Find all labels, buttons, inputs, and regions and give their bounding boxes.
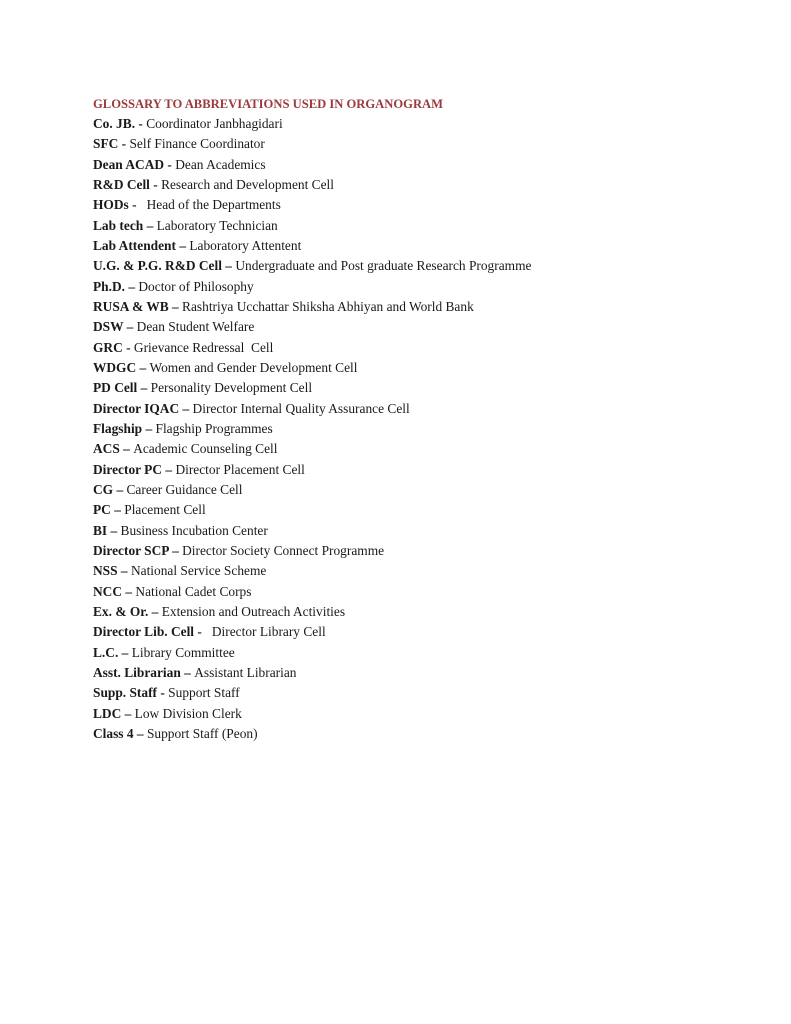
meaning: Laboratory Attentent xyxy=(189,237,302,253)
separator: – xyxy=(148,603,162,619)
separator: – xyxy=(175,237,190,253)
meaning: Library Committee xyxy=(131,644,235,660)
glossary-entry xyxy=(93,175,753,195)
abbreviation: L.C. xyxy=(93,644,119,660)
meaning: Coordinator Janbhagidari xyxy=(146,116,283,131)
glossary-list xyxy=(93,114,753,744)
abbreviation: Director Lib. Cell xyxy=(93,624,195,640)
glossary-entry xyxy=(93,541,753,561)
glossary-entry xyxy=(93,704,753,724)
abbreviation: U.G. & P.G. R&D Cell xyxy=(93,258,222,274)
glossary-entry xyxy=(93,358,753,378)
glossary-entry xyxy=(93,602,753,622)
separator: – xyxy=(119,441,134,457)
abbreviation: Director PC xyxy=(93,461,163,477)
separator: - xyxy=(194,624,212,640)
meaning: Research and Development Cell xyxy=(161,176,334,192)
separator: – xyxy=(180,664,195,680)
glossary-entry xyxy=(93,277,753,297)
abbreviation: RUSA & WB xyxy=(93,298,169,314)
separator: – xyxy=(113,481,127,497)
meaning: Director Internal Quality Assurance Cell xyxy=(192,400,410,416)
meaning: Laboratory Technician xyxy=(156,217,278,233)
glossary-entry xyxy=(93,439,753,459)
abbreviation: Ph.D. xyxy=(93,278,125,294)
glossary-entry xyxy=(93,622,753,642)
abbreviation: Ex. & Or. xyxy=(93,603,149,619)
separator: – xyxy=(136,359,150,375)
meaning: National Service Scheme xyxy=(130,563,267,579)
separator: – xyxy=(117,563,131,579)
meaning: Assistant Librarian xyxy=(194,664,297,680)
meaning: Self Finance Coordinator xyxy=(129,136,265,152)
abbreviation: CG xyxy=(93,481,114,497)
glossary-entry xyxy=(93,134,753,154)
glossary-entry xyxy=(93,399,753,419)
meaning: Personality Development Cell xyxy=(150,380,313,396)
glossary-entry xyxy=(93,419,753,439)
abbreviation: DSW xyxy=(93,319,124,335)
abbreviation: Co. JB. xyxy=(93,116,136,131)
meaning: Support Staff (Peon) xyxy=(146,725,258,741)
abbreviation: NSS xyxy=(93,563,118,579)
separator: – xyxy=(179,400,193,416)
abbreviation: SFC xyxy=(93,136,119,152)
abbreviation: Supp. Staff xyxy=(93,685,158,701)
meaning: Director Society Connect Programme xyxy=(182,542,385,558)
glossary-entry xyxy=(93,521,753,541)
separator: – xyxy=(142,420,156,436)
separator: - xyxy=(118,136,130,152)
separator: – xyxy=(143,217,157,233)
abbreviation: HODs xyxy=(93,197,129,213)
separator: – xyxy=(123,319,137,335)
glossary-entry xyxy=(93,338,753,358)
abbreviation: Dean ACAD xyxy=(93,156,165,172)
abbreviation: R&D Cell xyxy=(93,176,150,192)
separator: – xyxy=(133,725,147,741)
separator: - xyxy=(157,685,169,701)
glossary-title: GLOSSARY TO ABBREVIATIONS USED IN ORGANOGRAM xyxy=(93,97,444,111)
glossary-entry xyxy=(93,683,753,703)
glossary-entry xyxy=(93,724,753,744)
meaning: Undergraduate and Post graduate Research Programme xyxy=(235,258,532,274)
meaning: Head of the Departments xyxy=(146,197,281,213)
abbreviation: Asst. Librarian xyxy=(93,664,181,680)
separator: - xyxy=(149,176,162,192)
glossary-entry xyxy=(93,460,753,480)
abbreviation: Class 4 xyxy=(93,725,134,741)
separator: – xyxy=(168,542,183,558)
glossary-entry xyxy=(93,236,753,256)
abbreviation: LDC xyxy=(93,705,122,721)
meaning: Academic Counseling Cell xyxy=(133,441,278,457)
abbreviation: PC xyxy=(93,502,111,518)
glossary-entry xyxy=(93,317,753,337)
abbreviation: ACS xyxy=(93,441,120,457)
meaning: Dean Student Welfare xyxy=(136,319,255,335)
separator: – xyxy=(137,380,151,396)
glossary-entry xyxy=(93,256,753,276)
separator: - xyxy=(128,197,147,213)
meaning: Rashtriya Ucchattar Shiksha Abhiyan and World Bank xyxy=(182,298,474,314)
glossary-entry xyxy=(93,378,753,398)
meaning: Support Staff xyxy=(168,685,240,701)
separator: – xyxy=(125,278,139,294)
separator: – xyxy=(121,705,135,721)
glossary-entry xyxy=(93,480,753,500)
meaning: Doctor of Philosophy xyxy=(138,278,254,294)
meaning: Director Library Cell xyxy=(211,624,326,640)
glossary-entry xyxy=(93,216,753,236)
meaning: Extension and Outreach Activities xyxy=(161,603,346,619)
glossary-entry xyxy=(93,114,753,134)
meaning: National Cadet Corps xyxy=(135,583,252,599)
abbreviation: GRC xyxy=(93,339,123,355)
glossary-entry xyxy=(93,297,753,317)
meaning: Grievance Redressal Cell xyxy=(133,339,274,355)
separator: - xyxy=(164,156,176,172)
meaning: Low Division Clerk xyxy=(134,705,242,721)
glossary-entry xyxy=(93,643,753,663)
separator: – xyxy=(110,502,125,518)
separator: – xyxy=(122,583,136,599)
abbreviation: Lab tech xyxy=(93,217,144,233)
abbreviation: NCC xyxy=(93,583,123,599)
meaning: Director Placement Cell xyxy=(175,461,305,477)
meaning: Business Incubation Center xyxy=(120,522,268,538)
separator: – xyxy=(118,644,132,660)
glossary-entry xyxy=(93,500,753,520)
meaning: Career Guidance Cell xyxy=(126,481,243,497)
abbreviation: Lab Attendent xyxy=(93,237,176,253)
separator: – xyxy=(107,522,121,538)
meaning: Placement Cell xyxy=(124,502,206,518)
glossary-entry xyxy=(93,155,753,175)
abbreviation: WDGC xyxy=(93,359,137,375)
separator: – xyxy=(221,258,236,274)
abbreviation: Flagship xyxy=(93,420,143,436)
abbreviation: Director IQAC xyxy=(93,400,180,416)
abbreviation: BI xyxy=(93,522,108,538)
glossary-section xyxy=(93,94,753,744)
glossary-entry xyxy=(93,663,753,683)
glossary-entry xyxy=(93,561,753,581)
meaning: Women and Gender Development Cell xyxy=(149,359,358,375)
glossary-entry xyxy=(93,195,753,215)
meaning: Dean Academics xyxy=(175,156,266,172)
abbreviation: PD Cell xyxy=(93,380,138,396)
separator: – xyxy=(162,461,176,477)
abbreviation: Director SCP xyxy=(93,542,169,558)
separator: - xyxy=(122,339,134,355)
glossary-entry xyxy=(93,582,753,602)
separator: - xyxy=(135,116,147,131)
meaning: Flagship Programmes xyxy=(155,420,273,436)
separator: – xyxy=(168,298,183,314)
